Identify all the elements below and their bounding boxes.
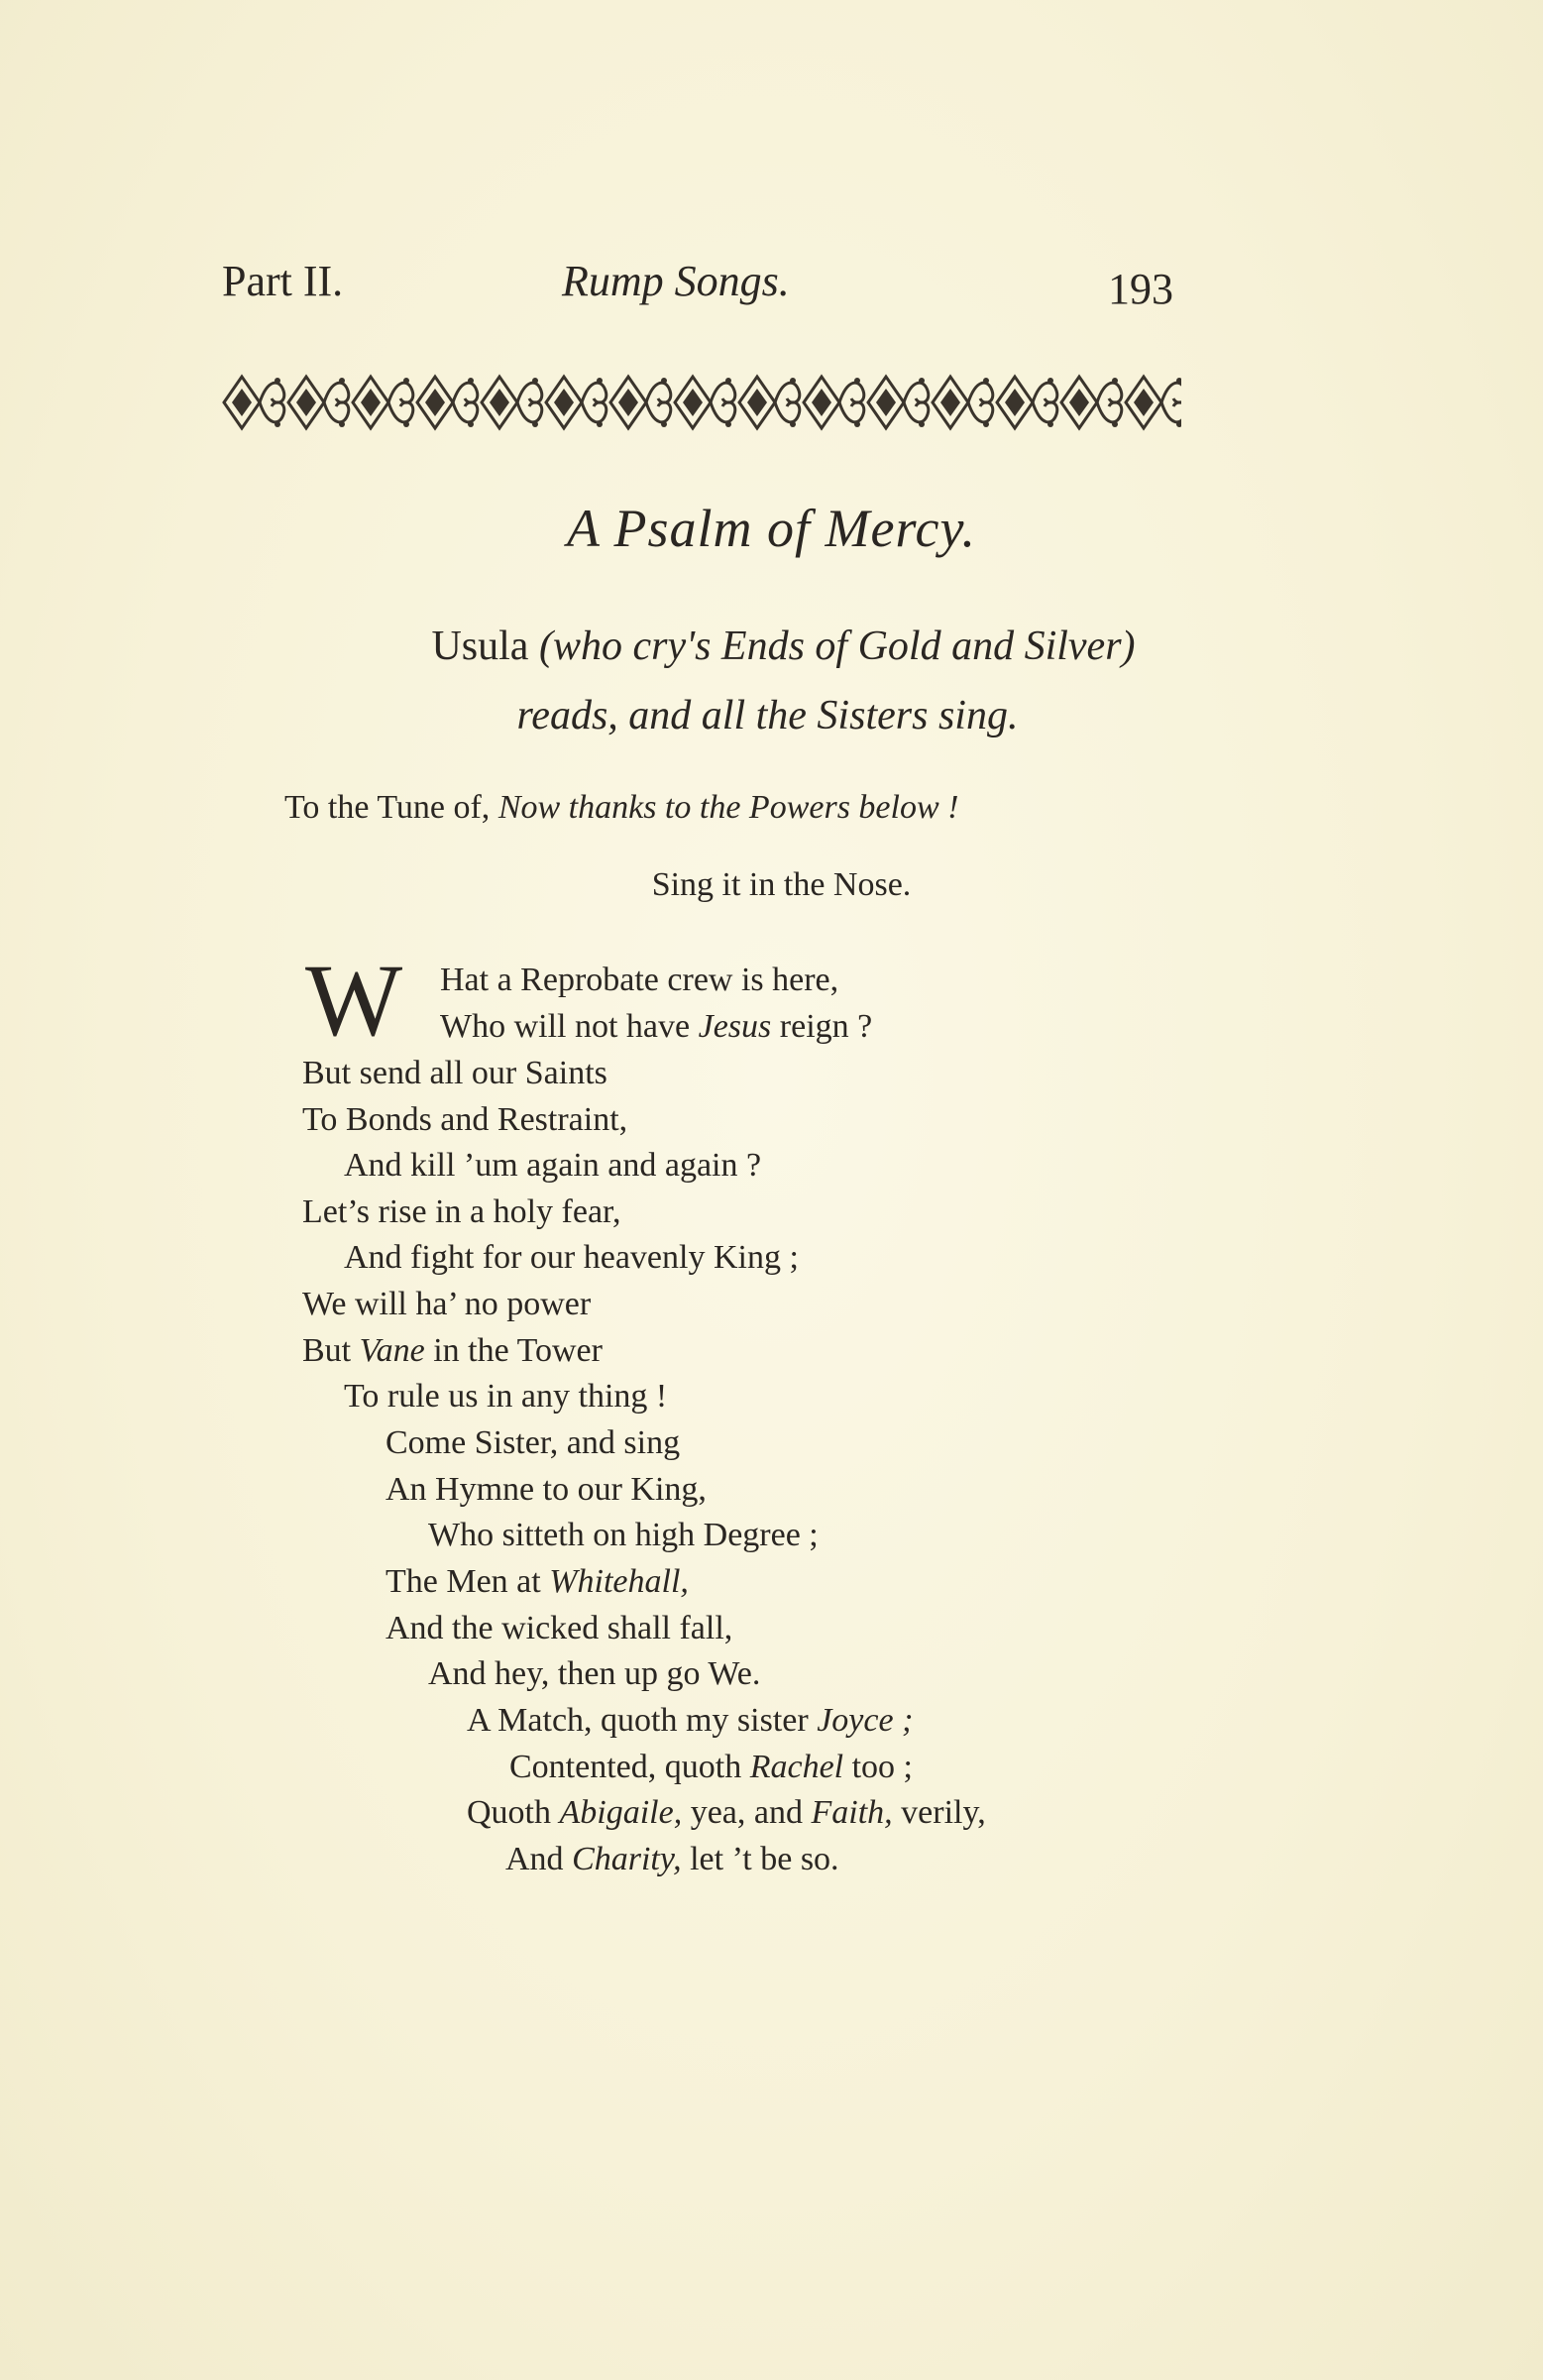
page-number: 193	[1108, 265, 1173, 313]
verse-line-7: And fight for our heavenly King ;	[344, 1239, 799, 1276]
verse-line-20-name: Charity,	[572, 1841, 682, 1877]
verse-line-16: And hey, then up go We.	[428, 1655, 761, 1692]
verse-line-9-name: Vane	[359, 1332, 425, 1369]
verse-line-20-c: let ’t be so.	[690, 1841, 839, 1877]
verse-line-18-c: too ;	[851, 1749, 914, 1785]
verse-line-1: Hat a Reprobate crew is here,	[440, 962, 839, 998]
verse-line-6: Let’s rise in a holy fear,	[302, 1193, 621, 1230]
verse-line-8: We will ha’ no power	[302, 1286, 592, 1322]
running-title: Rump Songs.	[562, 257, 790, 305]
part-label: Part II.	[222, 257, 344, 305]
verse-line-2	[440, 1004, 872, 1050]
subtitle-reader-name: Usula	[431, 623, 529, 669]
singing-instruction: Sing it in the Nose.	[651, 866, 912, 903]
subtitle-parenthetical: (who cry's Ends of Gold and Silver)	[538, 623, 1136, 669]
verse-line-19-name-1: Abigaile,	[559, 1794, 683, 1831]
subtitle-line-2: reads, and all the Sisters sing.	[516, 693, 1019, 738]
verse-line-2-c: reign ?	[779, 1008, 873, 1045]
verse-line-19	[467, 1790, 986, 1836]
verse-line-17	[467, 1698, 913, 1744]
verse-line-4: To Bonds and Restraint,	[302, 1101, 628, 1138]
tune-prefix: To the Tune of,	[284, 789, 491, 826]
verse-line-9-a: But	[302, 1332, 352, 1369]
verse-line-20-a: And	[505, 1841, 564, 1877]
verse-line-13: Who sitteth on high Degree ;	[428, 1517, 819, 1553]
subtitle-line-1	[12, 623, 1543, 670]
poem-title: A Psalm of Mercy.	[567, 499, 976, 558]
running-header	[222, 256, 1173, 325]
verse-line-19-c: yea, and	[690, 1794, 803, 1831]
verse-line-9	[302, 1328, 603, 1374]
decorative-ornament-band	[218, 369, 1181, 436]
verse-line-19-e: verily,	[901, 1794, 986, 1831]
verse-line-14-a: The Men at	[386, 1563, 541, 1600]
verse-line-14-place: Whitehall,	[549, 1563, 689, 1600]
verse-line-5: And kill ’um again and again ?	[344, 1147, 762, 1184]
verse-line-19-a: Quoth	[467, 1794, 551, 1831]
verse-line-14	[386, 1559, 689, 1605]
verse-line-12: An Hymne to our King,	[386, 1471, 707, 1508]
verse-line-10: To rule us in any thing !	[344, 1378, 668, 1415]
verse-line-18-a: Contented, quoth	[509, 1749, 742, 1785]
verse-line-9-c: in the Tower	[433, 1332, 603, 1369]
verse-line-18-name: Rachel	[749, 1749, 844, 1785]
verse-line-11: Come Sister, and sing	[386, 1424, 681, 1461]
tune-line	[284, 789, 958, 827]
verse-line-19-name-2: Faith,	[811, 1794, 893, 1831]
verse-line-17-a: A Match, quoth my sister	[467, 1702, 809, 1739]
verse-line-3: But send all our Saints	[302, 1055, 607, 1091]
verse-line-2-name: Jesus	[698, 1008, 772, 1045]
verse-line-15: And the wicked shall fall,	[386, 1610, 733, 1646]
verse-line-2-a: Who will not have	[440, 1008, 691, 1045]
verse-line-18	[509, 1745, 913, 1790]
drop-cap: W	[305, 944, 403, 1058]
tune-name: Now thanks to the Powers below !	[497, 789, 959, 826]
verse-line-17-name: Joyce ;	[817, 1702, 914, 1739]
verse-line-20	[505, 1837, 839, 1882]
